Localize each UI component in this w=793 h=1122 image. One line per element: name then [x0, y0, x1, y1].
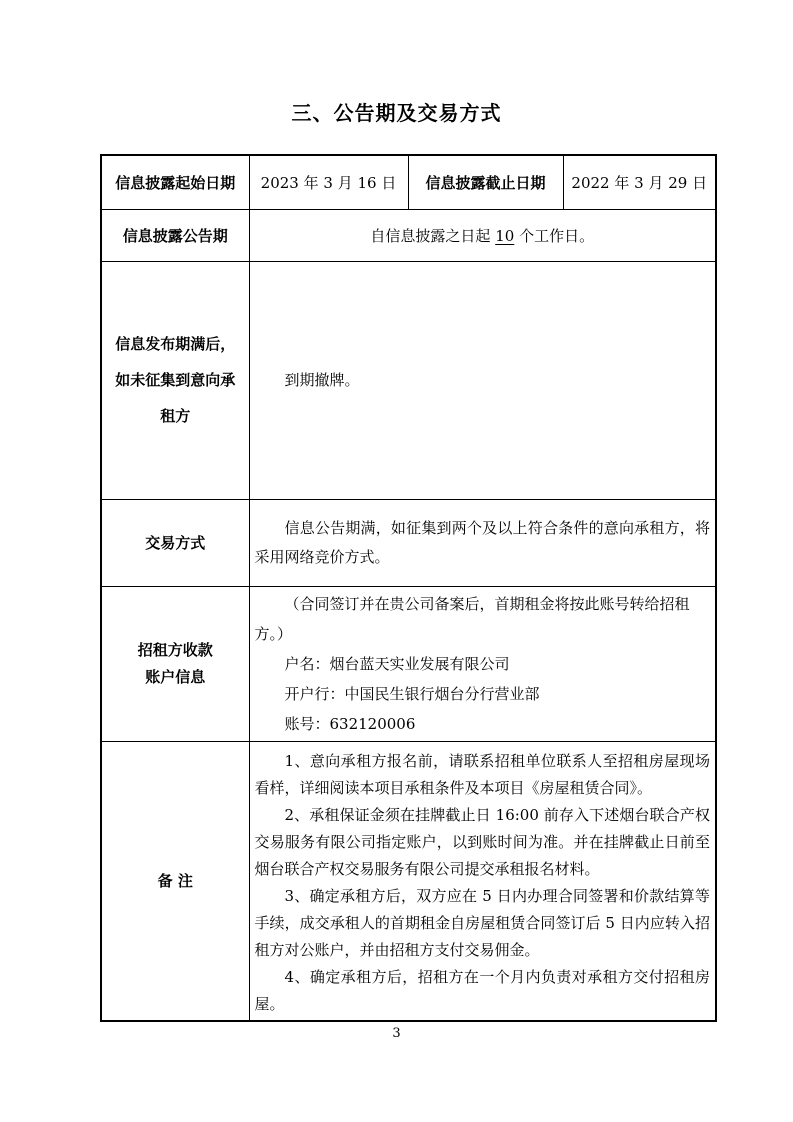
- announcement-period-days: 10: [495, 226, 515, 245]
- section-title: 三、公告期及交易方式: [291, 101, 502, 125]
- value-expiry-no-tenant: [249, 261, 716, 499]
- announcement-table: [100, 154, 717, 1022]
- value-payee-account: [249, 586, 716, 741]
- remark-item-4: 4、确定承租方后，招租方在一个月内负责对承租方交付招租房屋。: [254, 967, 710, 1013]
- value-remarks: [249, 741, 716, 1021]
- table-row-announcement-period: [101, 209, 716, 261]
- payee-account-bank: 开户行：中国民生银行烟台分行营业部: [284, 684, 540, 703]
- payee-account-label-line1: 招租方收款: [137, 640, 213, 659]
- label-announcement-period: 信息披露公告期: [101, 209, 249, 261]
- table-row-expiry-action: [101, 261, 716, 499]
- announcement-period-suffix: 个工作日。: [514, 226, 595, 245]
- label-transaction-method: 交易方式: [101, 499, 249, 586]
- value-disclosure-start-date: 2023 年 3 月 16 日: [249, 155, 408, 209]
- label-disclosure-end-date: 信息披露截止日期: [408, 155, 563, 209]
- remark-item-3: 3、确定承租方后，双方应在 5 日内办理合同签署和价款结算等手续，成交承租人的首期租金自房屋租赁合同签订后 5 日内应转入招租方对公账户，并由招租方支付交易佣金。: [254, 886, 710, 959]
- payee-account-number: 账号：632120006: [284, 714, 416, 733]
- label-remarks: 备 注: [101, 741, 249, 1021]
- remark-item-1: 1、意向承租方报名前，请联系招租单位联系人至招租房屋现场看样，详细阅读本项目承租条件及本项目《房屋租赁合同》。: [254, 751, 710, 797]
- page-number: 3: [392, 1026, 401, 1041]
- payee-account-note: （合同签订并在贵公司备案后，首期租金将按此账号转给招租方。）: [254, 594, 690, 643]
- expiry-action-text: 到期撤牌。: [284, 370, 360, 389]
- table-row-disclosure-dates: [101, 155, 716, 209]
- announcement-period-prefix: 自信息披露之日起: [370, 226, 496, 245]
- remark-item-2: 2、承租保证金须在挂牌截止日 16:00 前存入下述烟台联合产权交易服务有限公司指定账户，以到账时间为准。并在挂牌截止日前至烟台联合产权交易服务有限公司提交承租报名材料。: [254, 805, 710, 878]
- label-expiry-no-tenant: 信息发布期满后，如未征集到意向承租方: [101, 261, 249, 499]
- label-disclosure-start-date: 信息披露起始日期: [101, 155, 249, 209]
- table-row-transaction-method: [101, 499, 716, 586]
- value-transaction-method: [249, 499, 716, 586]
- table-row-payee-account: [101, 586, 716, 741]
- payee-account-holder: 户名：烟台蓝天实业发展有限公司: [284, 654, 510, 673]
- value-announcement-period: [249, 209, 716, 261]
- value-disclosure-end-date: 2022 年 3 月 29 日: [563, 155, 716, 209]
- payee-account-label-line2: 账户信息: [145, 667, 206, 686]
- label-payee-account: [101, 586, 249, 741]
- table-row-remarks: [101, 741, 716, 1021]
- transaction-method-text: 信息公告期满，如征集到两个及以上符合条件的意向承租方，将采用网络竞价方式。: [254, 518, 710, 566]
